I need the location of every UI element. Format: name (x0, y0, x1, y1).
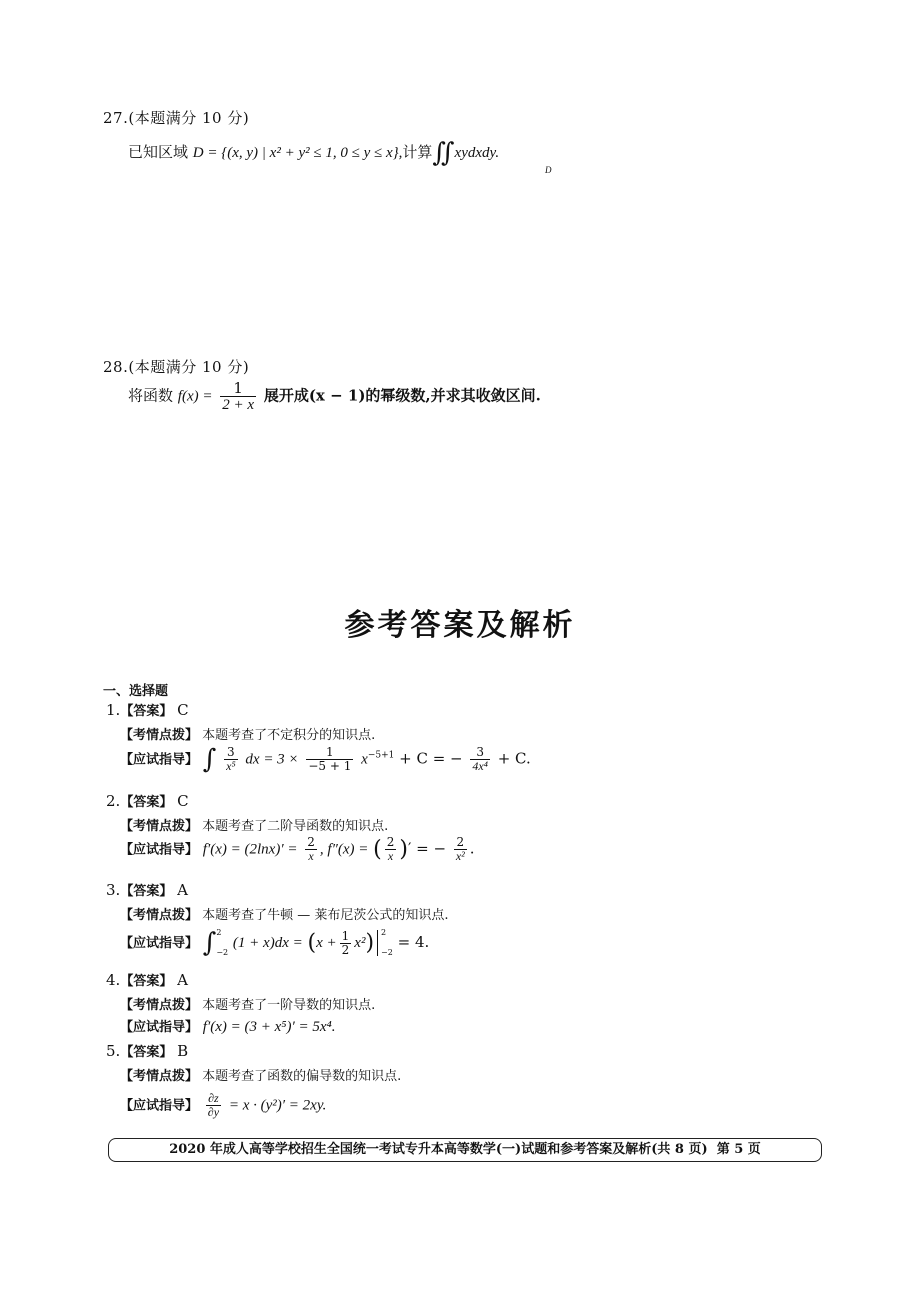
upper-limit: 2 (381, 928, 387, 937)
question-27-body (128, 138, 500, 168)
integral-limits (216, 928, 228, 958)
integrand: xydxdy. (454, 145, 500, 161)
lower-limit: −2 (381, 948, 393, 957)
fraction (224, 746, 238, 773)
fraction-denominator: −5 + 1 (308, 759, 352, 773)
math-text: f′(x) = (3 + x⁵)′ = 5x⁴. (202, 1019, 336, 1035)
point-label: 【考情点拨】 (120, 998, 199, 1013)
fraction-numerator: 1 (306, 746, 353, 760)
fraction-numerator: 1 (341, 928, 350, 943)
math-text: x² (354, 935, 366, 951)
fraction-denominator: x (387, 849, 394, 863)
answer-value: B (177, 1042, 189, 1060)
fraction (206, 1092, 221, 1119)
guide-label: 【应试指导】 (120, 842, 199, 858)
answer-value: A (177, 881, 188, 899)
answer-3-guide (120, 928, 429, 958)
answer-number: 1. (106, 701, 121, 719)
fraction (305, 836, 317, 863)
evaluation-bar-icon (377, 930, 378, 956)
answer-2-point (120, 815, 388, 834)
point-text: 本题考查了不定积分的知识点. (202, 728, 376, 743)
point-text: 本题考查了一阶导数的知识点. (202, 998, 376, 1013)
question-27-header (103, 107, 249, 128)
guide-label: 【应试指导】 (120, 1020, 199, 1035)
math-text: , f″(x) = (319, 841, 369, 858)
answer-2-guide (120, 836, 475, 863)
answer-label: 【答案】 (120, 884, 173, 899)
point-label: 【考情点拨】 (120, 819, 199, 834)
fraction-numerator: 2 (454, 836, 467, 850)
question-text: 将函数 (128, 386, 174, 405)
fraction-denominator: 2 + x (222, 397, 255, 413)
guide-label: 【应试指导】 (120, 936, 199, 951)
math-text: + C. (497, 749, 531, 768)
fraction-numerator: 1 (220, 380, 256, 397)
fraction-numerator: 3 (470, 746, 490, 760)
fraction-numerator: 3 (224, 746, 238, 760)
fraction (470, 746, 490, 773)
fraction-denominator: 2 (341, 942, 350, 957)
lower-limit: −2 (216, 948, 229, 957)
point-text: 本题考查了牛顿 — 莱布尼茨公式的知识点. (202, 908, 449, 923)
question-points: (本题满分 10 分) (128, 109, 250, 127)
upper-limit: 2 (216, 928, 222, 937)
question-text: 展开成(x − 1)的幂级数,并求其收敛区间. (263, 386, 541, 405)
answer-number: 5. (106, 1042, 121, 1060)
math-text: + C = − (399, 749, 463, 768)
question-text: 计算 (402, 143, 433, 161)
question-points: (本题满分 10 分) (128, 358, 250, 376)
integral-icon: ∫ (202, 928, 217, 958)
math-text: f′(x) = (2lnx)′ = (202, 841, 298, 858)
fraction (385, 836, 397, 863)
answer-label: 【答案】 (120, 704, 173, 719)
section-label: 一、选择题 (103, 684, 169, 699)
point-label: 【考情点拨】 (120, 728, 199, 743)
math-text: (1 + x)dx = (232, 935, 303, 951)
answer-5-point (120, 1065, 401, 1084)
answer-value: C (177, 701, 189, 719)
point-label: 【考情点拨】 (120, 1069, 199, 1084)
guide-label: 【应试指导】 (120, 1098, 199, 1114)
answer-value: A (177, 971, 188, 989)
answer-number: 2. (106, 792, 121, 810)
fraction-denominator: x⁵ (226, 759, 236, 773)
math-text: x (361, 751, 368, 768)
answer-3-point (120, 904, 449, 923)
answer-2-row (106, 791, 189, 810)
math-text: = x · (y²)′ = 2xy. (228, 1097, 327, 1114)
left-paren-icon: ( (307, 930, 317, 956)
fraction (220, 380, 256, 413)
answer-value: C (177, 792, 189, 810)
right-paren-icon: ) (399, 837, 408, 862)
answer-number: 4. (106, 971, 121, 989)
answer-label: 【答案】 (120, 974, 173, 989)
answer-1-row (106, 700, 189, 719)
fraction (340, 930, 352, 957)
page-number: 第 5 页 (716, 1142, 761, 1157)
integral-domain-label: D (545, 165, 552, 175)
question-text: 已知区域 (128, 143, 189, 161)
answer-4-point (120, 994, 375, 1013)
math-text: . (469, 839, 475, 858)
answer-1-point (120, 724, 375, 743)
question-28-body (128, 380, 541, 413)
math-text: ′ = − (407, 839, 447, 858)
fraction-numerator: ∂z (206, 1092, 221, 1106)
fraction-numerator: 2 (307, 835, 315, 849)
answer-number: 3. (106, 881, 121, 899)
answer-4-guide (120, 1016, 336, 1036)
question-number: 27. (103, 109, 129, 127)
answer-4-row (106, 970, 188, 989)
answers-title: 参考答案及解析 (344, 608, 576, 643)
fraction-denominator: x² (455, 849, 465, 863)
evaluation-limits (381, 928, 393, 958)
fraction-numerator: 2 (386, 835, 395, 849)
answer-3-row (106, 880, 188, 899)
fraction (454, 836, 467, 863)
question-number: 28. (103, 358, 129, 376)
guide-label: 【应试指导】 (120, 752, 199, 768)
integral-icon: ∫ (202, 744, 217, 775)
page-footer (108, 1138, 822, 1162)
point-text: 本题考查了函数的偏导数的知识点. (202, 1069, 402, 1084)
fraction-denominator: ∂y (207, 1105, 220, 1119)
right-paren-icon: ) (365, 930, 375, 956)
question-28-header (103, 356, 249, 377)
function-name: f(x) = (177, 388, 213, 405)
point-label: 【考情点拨】 (120, 908, 199, 923)
math-text: = 4. (397, 933, 430, 951)
domain-definition: D = {(x, y) | x² + y² ≤ 1, 0 ≤ y ≤ x}, (192, 145, 403, 161)
double-integral-icon: ∬ (432, 138, 455, 168)
math-text: dx = 3 × (245, 751, 299, 768)
point-text: 本题考查了二阶导函数的知识点. (202, 819, 389, 834)
answer-label: 【答案】 (120, 1045, 173, 1060)
left-paren-icon: ( (373, 837, 382, 862)
fraction-denominator: 4x⁴ (472, 759, 488, 773)
math-text: x + (316, 935, 337, 951)
fraction (306, 746, 353, 773)
exponent: −5+1 (367, 750, 395, 761)
answer-1-guide (120, 746, 531, 773)
fraction-denominator: x (308, 849, 314, 863)
answer-5-guide (120, 1092, 326, 1119)
answer-label: 【答案】 (120, 795, 173, 810)
footer-text: 2020 年成人高等学校招生全国统一考试专升本高等数学(一)试题和参考答案及解析(共 8 页) (169, 1142, 708, 1157)
answer-5-row (106, 1041, 188, 1060)
